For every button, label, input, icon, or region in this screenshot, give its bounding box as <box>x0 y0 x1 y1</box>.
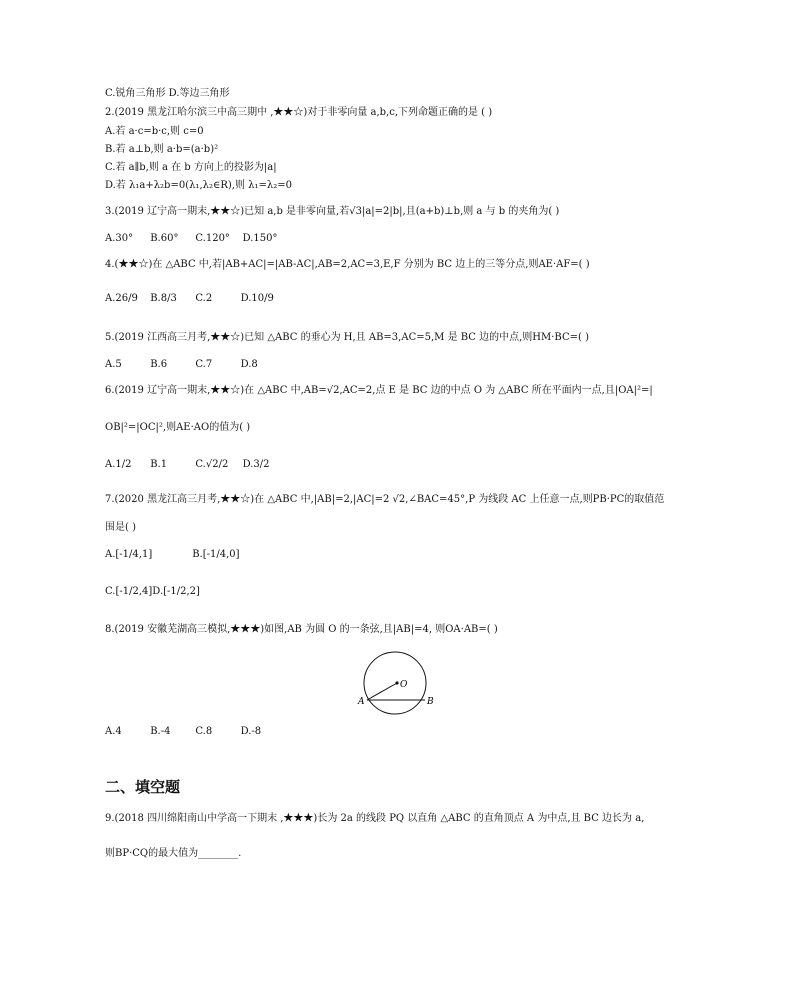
q2-option-c: C.若 a∥b,则 a 在 b 方向上的投影为|a| <box>105 162 277 173</box>
q7-options-cd: C.[-1/2,4]D.[-1/2,2] <box>105 586 200 597</box>
q8-options <box>105 725 261 739</box>
q3-option-a: A.30° <box>105 233 134 244</box>
q2-option-b: B.若 a⊥b,则 a·b=(a·b)² <box>105 144 219 155</box>
q5-option-c: C.7 <box>195 359 213 370</box>
q7-options-ab <box>105 548 240 562</box>
q4-option-b: B.8/3 <box>150 293 177 304</box>
q5-options <box>105 358 258 372</box>
section-heading-fill-in: 二、填空题 <box>105 778 181 796</box>
label-o: O <box>400 680 408 690</box>
q6-option-d: D.3/2 <box>242 459 270 470</box>
circle-o <box>364 652 426 714</box>
q4-option-a: A.26/9 <box>105 293 138 304</box>
q8-option-a: A.4 <box>105 726 122 737</box>
q2-option-d: D.若 λ₁a+λ₂b=0(λ₁,λ₂∈R),则 λ₁=λ₂=0 <box>105 180 292 191</box>
q6-option-b: B.1 <box>150 459 168 470</box>
q3-option-b: B.60° <box>150 233 179 244</box>
q3-option-c: C.120° <box>195 233 230 244</box>
label-b: B <box>427 697 434 707</box>
q4-stem: 4.(★★☆)在 △ABC 中,若|AB+AC|=|AB-AC|,AB=2,AC=3,E,F 分别为 BC 边上的三等分点,则AE·AF=( ) <box>105 259 590 270</box>
q6-option-c: C.√2/2 <box>195 459 229 470</box>
q4-option-c: C.2 <box>195 293 213 304</box>
radius-oa <box>367 683 397 700</box>
q8-option-d: D.-8 <box>240 726 262 737</box>
q7-stem-line1: 7.(2020 黑龙江高三月考,★★☆)在 △ABC 中,|AB|=2,|AC|=2 √2,∠BAC=45°,P 为线段 AC 上任意一点,则PB·PC的取值范 <box>105 494 665 505</box>
q9-stem-line2: 则BP·CQ的最大值为________. <box>105 848 242 859</box>
q5-option-b: B.6 <box>150 359 168 370</box>
q8-stem: 8.(2019 安徽芜湖高三模拟,★★★)如图,AB 为圆 O 的一条弦,且|AB|=4, 则OA·AB=( ) <box>105 624 498 635</box>
q5-option-a: A.5 <box>105 359 122 370</box>
q2-stem: 2.(2019 黑龙江哈尔滨三中高三期中 ,★★☆)对于非零向量 a,b,c,下列命题正确的是 ( ) <box>105 107 493 118</box>
q7-option-b: B.[-1/4,0] <box>192 549 240 560</box>
q5-stem: 5.(2019 江西高三月考,★★☆)已知 △ABC 的垂心为 H,且 AB=3,AC=5,M 是 BC 边的中点,则HM·BC=( ) <box>105 332 589 343</box>
q7-option-a: A.[-1/4,1] <box>105 549 153 560</box>
q9-stem-line1: 9.(2018 四川绵阳南山中学高一下期末 ,★★★)长为 2a 的线段 PQ 以直角 △ABC 的直角顶点 A 为中点,且 BC 边长为 a, <box>105 813 645 824</box>
q3-stem: 3.(2019 辽宁高一期末,★★☆)已知 a,b 是非零向量,若√3|a|=2|b|,且(a+b)⊥b,则 a 与 b 的夹角为( ) <box>105 206 560 217</box>
q1-options-line: C.锐角三角形 D.等边三角形 <box>105 88 230 99</box>
q6-stem-line2: OB|²=|OC|²,则AE·AO的值为( ) <box>105 422 251 433</box>
q4-options <box>105 292 274 306</box>
q7-stem-line2: 围是( ) <box>105 522 136 533</box>
q6-options <box>105 458 270 472</box>
q2-option-a: A.若 a·c=b·c,则 c=0 <box>105 126 204 137</box>
label-a: A <box>358 697 365 707</box>
q6-stem-line1: 6.(2019 辽宁高一期末,★★☆)在 △ABC 中,AB=√2,AC=2,点 E 是 BC 边的中点 O 为 △ABC 所在平面内一点,且|OA|²=| <box>105 385 653 396</box>
circle-chord-figure <box>355 645 445 720</box>
q4-option-d: D.10/9 <box>240 293 274 304</box>
q3-option-d: D.150° <box>242 233 278 244</box>
center-point-o <box>395 681 398 684</box>
q8-option-b: B.-4 <box>150 726 171 737</box>
q8-option-c: C.8 <box>195 726 213 737</box>
q3-options <box>105 232 278 246</box>
q5-option-d: D.8 <box>240 359 258 370</box>
q6-option-a: A.1/2 <box>105 459 132 470</box>
